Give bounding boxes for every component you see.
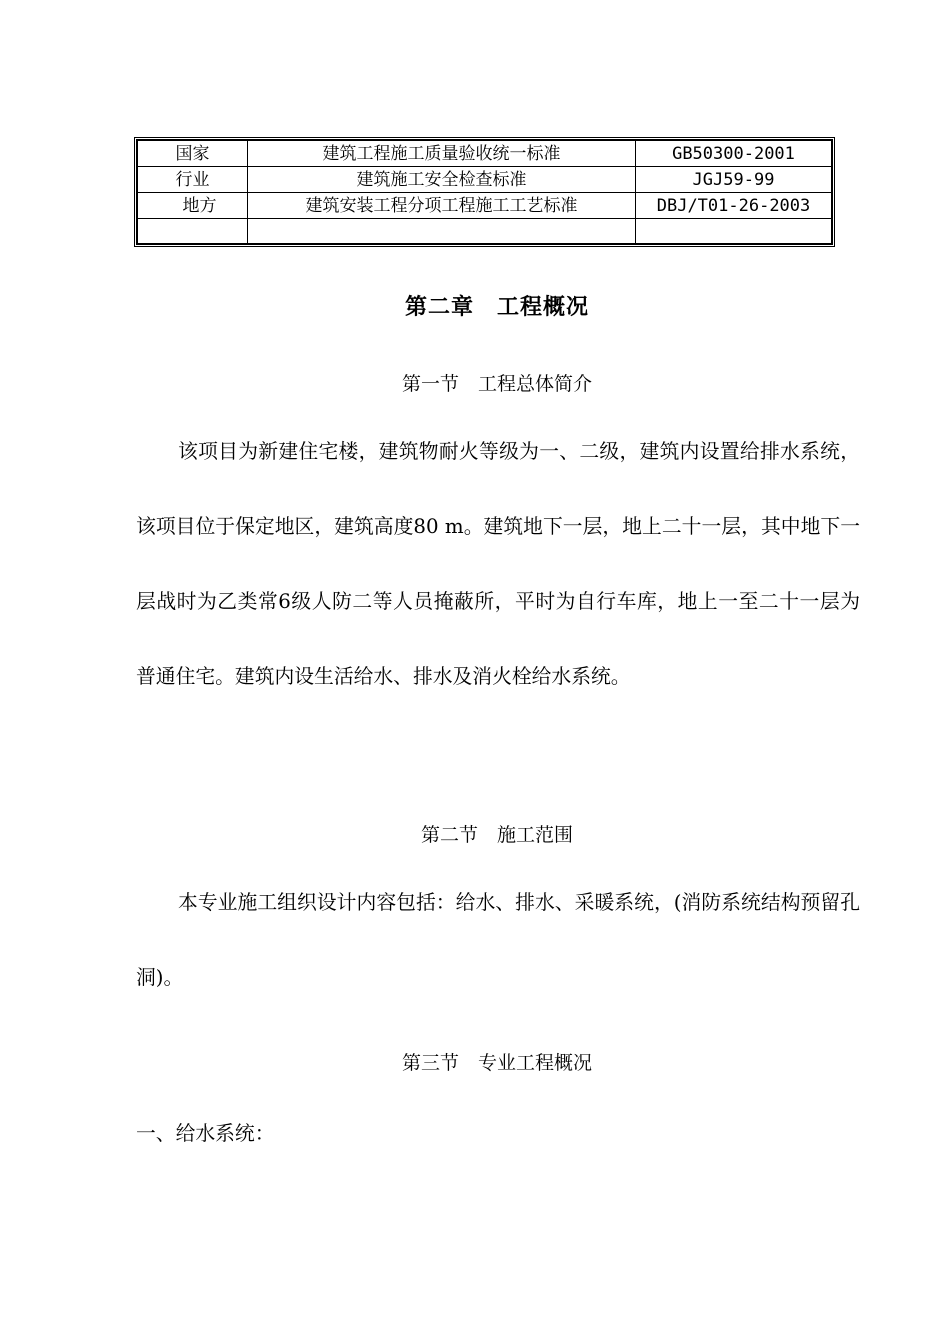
- level-cell: 地方: [138, 193, 248, 219]
- level-cell: 国家: [138, 141, 248, 167]
- standard-name-cell: 建筑施工安全检查标准: [248, 167, 636, 193]
- paragraph: 该项目为新建住宅楼，建筑物耐火等级为一、二级，建筑内设置给排水系统，该项目位于保定地区，建筑高度80 m。建筑地下一层，地上二十一层，其中地下一层战时为乙类常6级人防二等人员掩蔽所，平时为自行车库，地上一至二十一层为普通住宅。建筑内设生活给水、排水及消火栓给水系统。: [136, 440, 860, 688]
- section-title: 第一节 工程总体简介: [401, 373, 592, 395]
- section-title: 第三节 专业工程概况: [401, 1052, 592, 1074]
- chapter-title: 第二章 工程概况: [404, 294, 589, 320]
- standard-code-cell: DBJ/T01-26-2003: [636, 193, 832, 219]
- list-item-heading: 一、给水系统：: [136, 1122, 275, 1145]
- table-row: [138, 219, 832, 244]
- level-cell: [138, 219, 248, 244]
- level-cell: 行业: [138, 167, 248, 193]
- section-title: 第二节 施工范围: [420, 824, 573, 846]
- table-row: [138, 141, 832, 167]
- standard-name-cell: 建筑安装工程分项工程施工工艺标准: [248, 193, 636, 219]
- standard-code-cell: [636, 219, 832, 244]
- standard-code-cell: JGJ59-99: [636, 167, 832, 193]
- table-row: [138, 193, 832, 219]
- standard-name-cell: [248, 219, 636, 244]
- standard-code-cell: GB50300-2001: [636, 141, 832, 167]
- paragraph: 本专业施工组织设计内容包括：给水、排水、采暖系统，(消防系统结构预留孔洞)。: [136, 891, 860, 989]
- standards-table: [134, 137, 835, 247]
- table-row: [138, 167, 832, 193]
- standard-name-cell: 建筑工程施工质量验收统一标准: [248, 141, 636, 167]
